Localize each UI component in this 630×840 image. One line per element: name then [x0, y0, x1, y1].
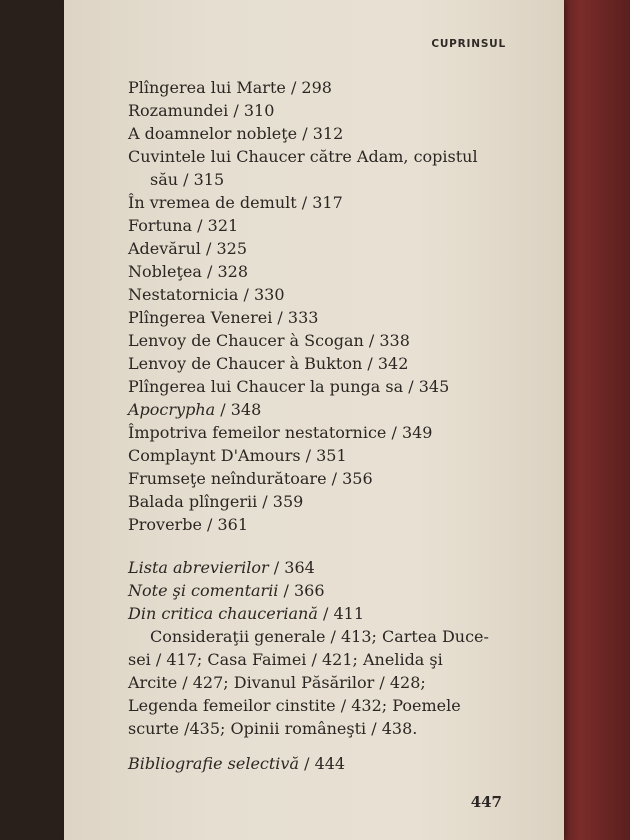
- critica-subentries-line: scurte /435; Opinii româneşti / 438.: [128, 719, 418, 738]
- toc-entry-bibliografie: Bibliografie selectivă / 444: [128, 754, 346, 773]
- toc-entry: Cuvintele lui Chaucer către Adam, copistul: [128, 147, 478, 166]
- toc-entry-note: Note şi comentarii / 366: [128, 581, 325, 600]
- toc-entry: Proverbe / 361: [128, 515, 249, 534]
- toc-entry-apocrypha: Apocrypha / 348: [128, 400, 262, 419]
- toc-entry: Adevărul / 325: [128, 239, 248, 258]
- toc-entry: Rozamundei / 310: [128, 101, 275, 120]
- toc-entry-continuation: său / 315: [150, 170, 225, 189]
- toc-entry: Lenvoy de Chaucer à Scogan / 338: [128, 331, 410, 350]
- book-page: [64, 0, 564, 840]
- toc-entry: Împotriva femeilor nestatornice / 349: [128, 423, 433, 442]
- toc-entry: Balada plîngerii / 359: [128, 492, 304, 511]
- table-of-contents: [128, 76, 508, 775]
- toc-entry: Nestatornicia / 330: [128, 285, 285, 304]
- toc-entry: În vremea de demult / 317: [128, 193, 343, 212]
- critica-subentries-line: sei / 417; Casa Faimei / 421; Anelida şi: [128, 650, 443, 669]
- page-number: 447: [470, 793, 502, 811]
- toc-entry: Lenvoy de Chaucer à Bukton / 342: [128, 354, 409, 373]
- toc-entry: A doamnelor nobleţe / 312: [128, 124, 344, 143]
- toc-entry: Nobleţea / 328: [128, 262, 249, 281]
- toc-entry: Plîngerea lui Chaucer la punga sa / 345: [128, 377, 450, 396]
- toc-entry: Fortuna / 321: [128, 216, 239, 235]
- toc-entry: Plîngerea Venerei / 333: [128, 308, 319, 327]
- toc-entry-critica: Din critica chauceriană / 411: [128, 604, 364, 623]
- running-header: CUPRINSUL: [431, 38, 506, 50]
- critica-subentries-line: Legenda femeilor cinstite / 432; Poemele: [128, 696, 461, 715]
- toc-entry-abrevieri: Lista abrevierilor / 364: [128, 558, 315, 577]
- toc-entry: Complaynt D'Amours / 351: [128, 446, 347, 465]
- toc-entry: Frumseţe neîndurătoare / 356: [128, 469, 373, 488]
- toc-entry: Plîngerea lui Marte / 298: [128, 78, 332, 97]
- section-gap: [128, 536, 508, 556]
- section-gap: [128, 740, 508, 752]
- critica-subentries-line: Arcite / 427; Divanul Păsărilor / 428;: [128, 673, 426, 692]
- critica-subentries-line: Consideraţii generale / 413; Cartea Duce-: [150, 627, 489, 646]
